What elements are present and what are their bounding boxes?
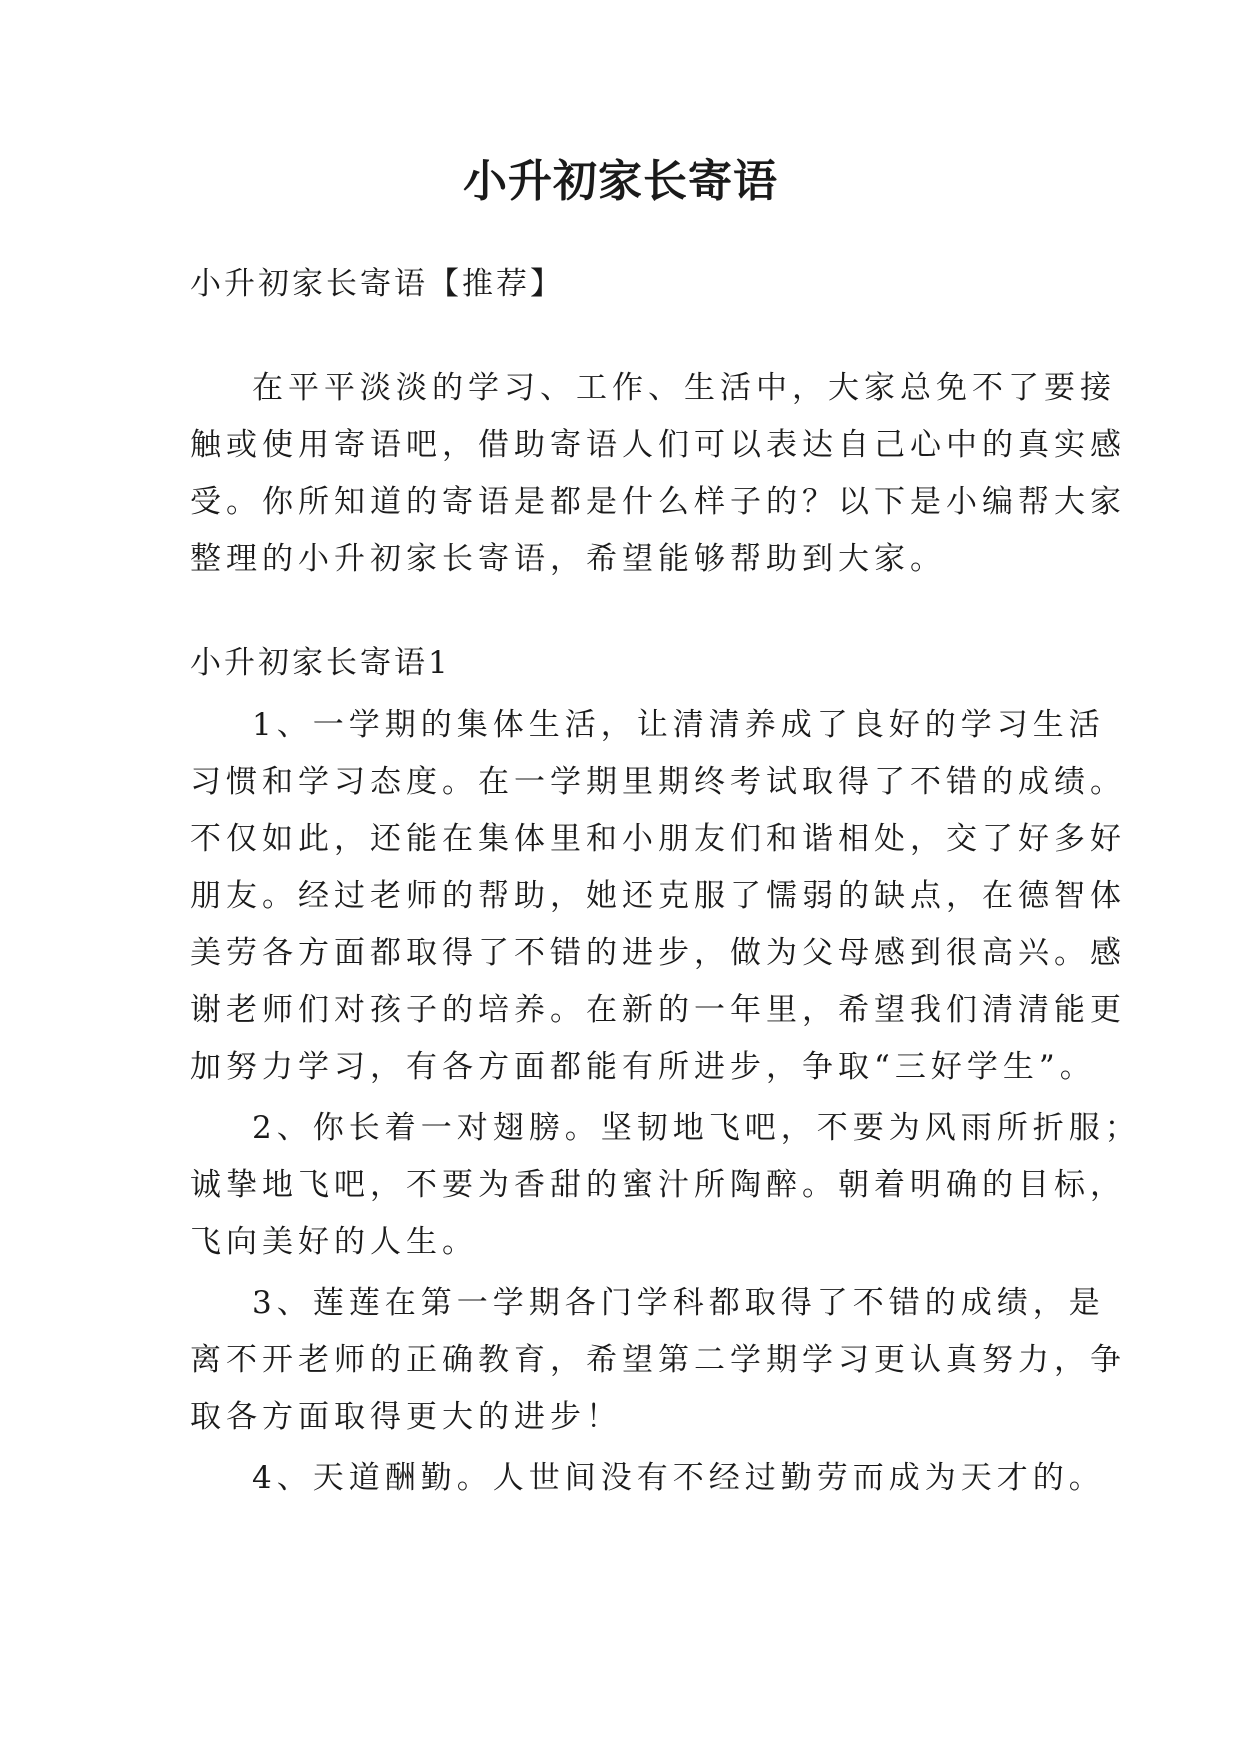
intro-line: 在平平淡淡的学习、工作、生活中，大家总免不了要接 (252, 370, 1116, 406)
item3-line: 3、莲莲在第一学期各门学科都取得了不错的成绩，是 (252, 1285, 1105, 1321)
item1-line: 1、一学期的集体生活，让清清养成了良好的学习生活 (252, 707, 1105, 743)
item4-line: 4、天道酬勤。人世间没有不经过勤劳而成为天才的。 (252, 1460, 1105, 1496)
item1-line: 美劳各方面都取得了不错的进步，做为父母感到很高兴。感 (190, 935, 1126, 971)
item2-line: 2、你长着一对翅膀。坚韧地飞吧，不要为风雨所折服； (252, 1110, 1141, 1146)
item1-line: 加努力学习，有各方面都能有所进步，争取“三好学生”。 (190, 1049, 1096, 1085)
item1-line: 朋友。经过老师的帮助，她还克服了懦弱的缺点，在德智体 (190, 878, 1126, 914)
intro-line: 受。你所知道的寄语是都是什么样子的？以下是小编帮大家 (190, 484, 1126, 520)
item2-line: 诚挚地飞吧，不要为香甜的蜜汁所陶醉。朝着明确的目标， (190, 1167, 1126, 1203)
item2-line: 飞向美好的人生。 (190, 1224, 478, 1260)
intro-line: 触或使用寄语吧，借助寄语人们可以表达自己心中的真实感 (190, 427, 1126, 463)
item3-line: 离不开老师的正确教育，希望第二学期学习更认真努力，争 (190, 1342, 1126, 1378)
item1-line: 不仅如此，还能在集体里和小朋友们和谐相处，交了好多好 (190, 821, 1126, 857)
item3-line: 取各方面取得更大的进步！ (190, 1399, 622, 1435)
item1-line: 习惯和学习态度。在一学期里期终考试取得了不错的成绩。 (190, 764, 1126, 800)
document-title: 小升初家长寄语 (463, 156, 778, 207)
section-heading: 小升初家长寄语1 (190, 645, 451, 681)
item1-line: 谢老师们对孩子的培养。在新的一年里，希望我们清清能更 (190, 992, 1126, 1028)
document-subtitle: 小升初家长寄语【推荐】 (190, 266, 564, 302)
intro-line: 整理的小升初家长寄语，希望能够帮助到大家。 (190, 541, 946, 577)
